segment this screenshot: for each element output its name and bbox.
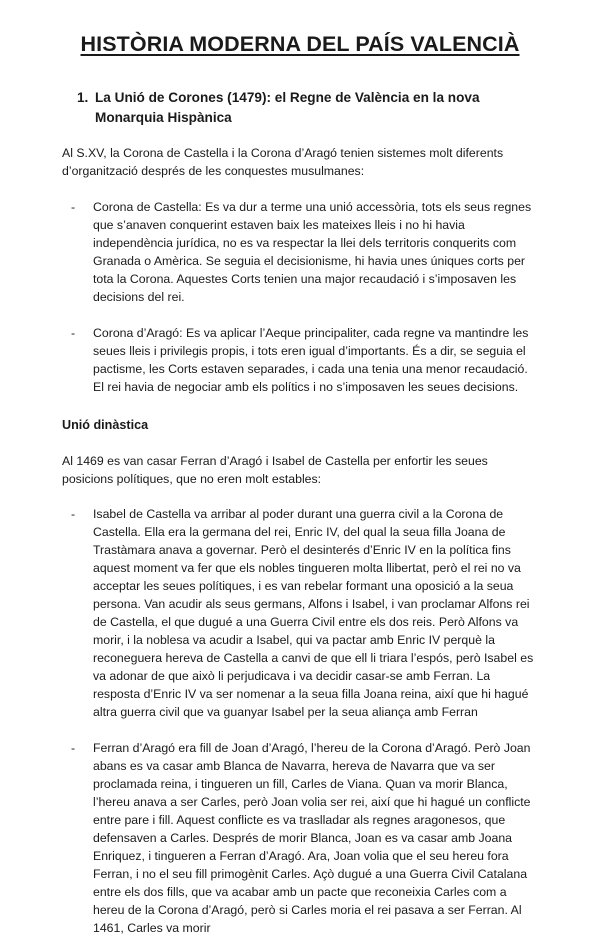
list-item [62,324,538,396]
document-title: HISTÒRIA MODERNA DEL PAÍS VALENCIÀ [80,32,520,56]
intro-paragraph-2: Al 1469 es van casar Ferran d’Aragó i Isabel de Castella per enfortir les seues posicions polítiques, que no eren molt estables: [62,454,488,486]
bullet-list-1 [62,198,538,396]
section-heading-1 [77,88,538,128]
list-item-text: Ferran d’Aragó era fill de Joan d’Aragó, l’hereu de la Corona d’Aragó. Però Joan abans es va casar amb Blanca de Navarra, hereva de Navarra que va ser proclamada reina, i tingueren un fill, Carles de Viana. Quan va morir Blanca, l’hereu anava a ser Carles, però Joan volia ser rei, així que hi hagué un conflicte entre pare i fill. Aquest conflicte es va traslladar als regnes aragonesos, que defensaven a Carles. Després de morir Blanca, Joan es va casar amb Joana Enriquez, i tingueren a Ferran d’Aragó. Ara, Joan volia que el seu hereu fora Ferran, i no el seu fill primogènit Carles. Açò dugué a una Guerra Civil Catalana entre els dos fills, que va acabar amb un pacte que reconeixia Carles com a hereu de la Corona d’Aragó, però si Carles moria el rei pasava a ser Ferran. Al 1461, Carles va morir [93,741,531,935]
subheading-unio-dinastica: Unió dinàstica [62,418,149,432]
section-number: 1. [77,90,89,105]
bullet-list-2 [62,505,538,937]
dash-marker: - [71,326,76,340]
intro-paragraph-1: Al S.XV, la Corona de Castella i la Corona d’Aragó tenien sistemes molt diferents d’organització després de les conquestes musulmanes: [62,146,504,178]
list-item [62,505,538,721]
dash-marker: - [71,507,76,521]
dash-marker: - [71,200,76,214]
section-heading-text: La Unió de Corones (1479): el Regne de València en la nova Monarquia Hispànica [95,90,480,125]
list-item-text: Isabel de Castella va arribar al poder durant una guerra civil a la Corona de Castella. Ella era la germana del rei, Enric IV, del qual la seua filla Joana de Trastàmara anava a governar. Però el desinterés d’Enric IV en la política fins aquest moment va fer que els nobles tingueren molta llibertat, però el rei no va acceptar les seues polítiques, i es van rebelar formant una oposició a la seua persona. Van acudir als seus germans, Alfons i Isabel, i van proclamar Alfons rei de Castella, el que dugué a una Guerra Civil entre els dos reis. Però Alfons va morir, i la noblesa va acudir a Isabel, qui va pactar amb Enric IV perquè la reconeguera hereva de Castella a canvi de que ell li triara l’espós, però Isabel es va adonar de que això li perjudicava i va decidir casar-se amb Ferran. La resposta d’Enric IV va ser nomenar a la seua filla Joana reina, així que hi hagué altra guerra civil que va guanyar Isabel per la seua aliança amb Ferran [93,507,534,719]
list-item-text: Corona de Castella: Es va dur a terme una unió accessòria, tots els seus regnes que s’anaven conquerint estaven baix les mateixes lleis i no hi havia independència jurídica, no es va respectar la llei dels territoris conquerits com Granada o Amèrica. Se seguia el decisionisme, hi havia unes úniques corts per tota la Corona. Aquestes Corts tenien una major recaudació i s’imposaven les decisions del rei. [93,200,532,304]
dash-marker: - [71,741,76,755]
list-item-text: Corona d’Aragó: Es va aplicar l’Aeque principaliter, cada regne va mantindre les seues lleis i privilegis propis, i tots eren igual d’importants. És a dir, se seguia el pactisme, les Corts estaven separades, i cada una tenia una menor recaudació. El rei havia de negociar amb els polítics i no s’imposaven les seues decisions. [93,326,529,394]
list-item [62,739,538,937]
list-item [62,198,538,306]
